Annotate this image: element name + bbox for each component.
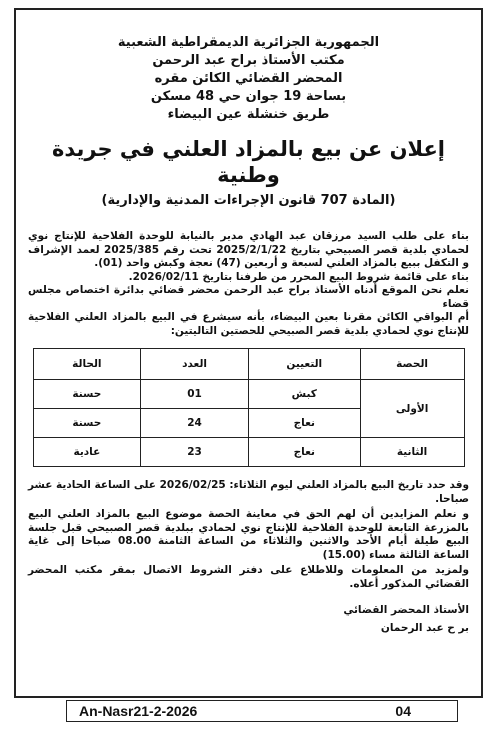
cell-designation: نعاج <box>248 438 360 467</box>
newspaper-date: An-Nasr21-2-2026 <box>79 703 198 719</box>
notice-title: إعلان عن بيع بالمزاد العلني في جريدة وطنية <box>51 137 446 187</box>
header-line-address: بساحة 19 جوان حي 48 مسكن <box>150 89 347 104</box>
cell-designation: كبش <box>248 380 360 409</box>
header-count: العدد <box>141 349 249 380</box>
table-row <box>33 438 464 467</box>
notice-subtitle: (المادة 707 قانون الإجراءات المدنية والإدارية) <box>101 193 396 208</box>
paragraph-conditions: بناء على قائمة شروط البيع المحرر من طرفنا بتاريخ 2026/02/11. <box>128 270 469 283</box>
paragraph-sale-date: وقد حدد تاريخ البيع بالمزاد العلني ليوم الثلاثاء: 2026/02/25 على الساعة الحادية عشر صباحا. <box>28 479 469 505</box>
paragraph-request: بناء على طلب السيد مرزقان عبد الهادي مدير بالنيابة للوحدة الفلاحية للإنتاج نوي لحمادي بلدية قصر الصبيحي بتاريخ 2025/2/1/22 تحت رقم 2025/385 لعمد الإشراف و التكفل ببيع بالمزاد العلني لسبعة و أربعين (47) نعجة وكبش واحد (01). <box>28 230 469 269</box>
signature-title: الأستاذ المحضر القضائي <box>343 604 469 616</box>
lot-second: الثانية <box>360 438 464 467</box>
cell-state: حسنة <box>33 380 141 409</box>
paragraph-location: أم البواقي الكائن مقرنا بعين البيضاء، بأنه سيشرع في البيع بالمزاد العلني الفلاحية للإنتاج نوي لحمادي بلدية قصر الصبيحي للحصتين التاليتين: <box>28 311 469 337</box>
paragraph-contact: ولمزيد من المعلومات وللاطلاع على دفتر الشروط الاتصال بمقر مكتب المحضر القضائي المذكور أعلاه. <box>28 564 469 590</box>
header-line-republic: الجمهورية الجزائرية الديمقراطية الشعبية <box>117 35 380 50</box>
notice-body <box>22 230 475 338</box>
header-line-bailiff: المحضر القضائي الكائن مقره <box>154 71 343 86</box>
cell-count: 01 <box>141 380 249 409</box>
header-lot: الحصة <box>360 349 464 380</box>
header-line-office: مكتب الأستاذ براح عبد الرحمن <box>152 53 345 68</box>
page-number: 04 <box>395 703 411 719</box>
lots-table <box>33 348 465 467</box>
cell-state: عادية <box>33 438 141 467</box>
header-line-road: طريق خنشلة عين البيضاء <box>167 107 330 122</box>
cell-designation: نعاج <box>248 409 360 438</box>
cell-count: 23 <box>141 438 249 467</box>
cell-count: 24 <box>141 409 249 438</box>
paragraph-inspection: و نعلم المزايدين أن لهم الحق في معاينة الحصة موضوع البيع بالمزاد العلني البيع بالمزرعة التابعة للوحدة الفلاحية للإنتاج نوي لحمادي ببلدية قصر الصبيحي قبل جلسة البيع طيلة أيام الأحد والاثنين والثلاثاء من الساعة الثامنة 08.00 صباحا إلى غاية الساعة الثالثة مساء (15.00) <box>28 508 469 561</box>
signature-name: بر ح عبد الرحمان <box>380 622 469 634</box>
header-designation: التعيين <box>248 349 360 380</box>
signature-block <box>22 601 469 637</box>
notice-closing <box>22 479 475 591</box>
notice-header <box>22 34 475 124</box>
paragraph-announcement: نعلم نحن الموقع أدناه الأستاذ براح عبد الرحمن محضر قضائي بدائرة اختصاص مجلس قضاء <box>28 284 469 310</box>
cell-state: حسنة <box>33 409 141 438</box>
newspaper-footer <box>66 700 458 722</box>
header-state: الحالة <box>33 349 141 380</box>
notice-content <box>22 14 475 694</box>
table-header-row <box>33 349 464 380</box>
table-row <box>33 380 464 409</box>
lot-first: الأولى <box>360 380 464 438</box>
